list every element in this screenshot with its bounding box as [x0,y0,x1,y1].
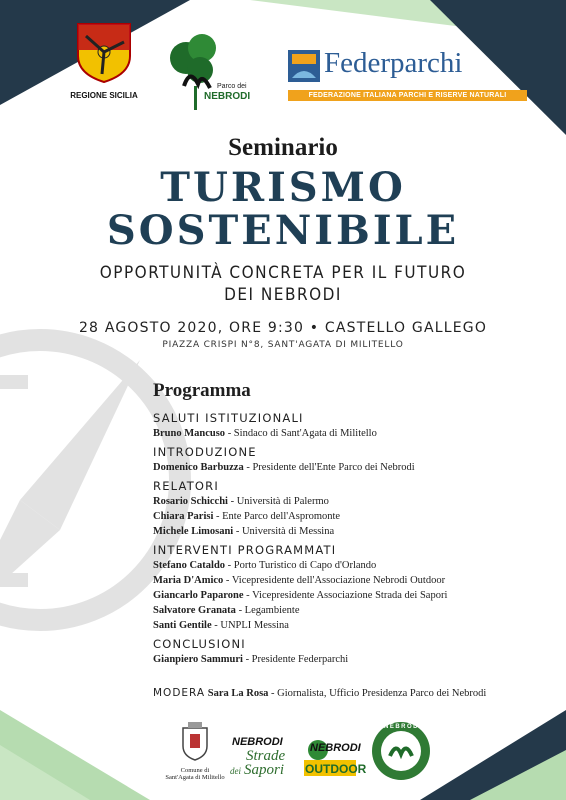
program-section [153,542,553,633]
speaker-role: - Presidente dell'Ente Parco dei Nebrodi [243,462,415,473]
nebrodi-outdoor-logo [296,724,367,784]
speaker-role: - Vicepresidente Associazione Strada dei Sapori [243,590,448,601]
program-title: Programma [153,380,251,401]
speaker-role: - Università di Messina [233,526,335,537]
ring-text: NEBRODI [384,724,423,730]
speaker-role: - Università di Palermo [227,496,329,507]
comune-label-1: Comune di [180,767,210,774]
section-heading: INTERVENTI PROGRAMMATI [153,543,337,557]
program-list [153,410,553,670]
program-section [153,636,553,667]
top-logo-bar [0,22,566,117]
program-section [153,410,553,441]
speaker-line [153,558,553,573]
moderator-role: - Giornalista, Ufficio Presidenza Parco dei Nebrodi [268,688,487,699]
speaker-role: - Vicepresidente dell'Associazione Nebrodi Outdoor [223,575,446,586]
outdoor-top: NEBRODI [310,742,361,754]
section-heading: CONCLUSIONI [153,637,246,651]
program-section [153,478,553,539]
section-heading: SALUTI ISTITUZIONALI [153,411,304,425]
title-line-2: SOSTENIBILE [106,207,460,254]
speaker-role: - Presidente Federparchi [242,654,349,665]
strade-top: NEBRODI [232,736,283,748]
regione-sicilia-logo [64,22,144,100]
speaker-role: - Porto Turistico di Capo d'Orlando [225,560,377,571]
speaker-name: Santi Gentile [153,620,212,631]
strade-small: dei [230,766,241,776]
parco-label-small: Parco dei [217,83,247,90]
speaker-name: Maria D'Amico [153,575,224,586]
speaker-line [153,460,553,475]
title-line-1: TURISMO [160,164,406,211]
speaker-role: - UNPLI Messina [211,620,289,631]
moderator-name: Sara La Rosa [207,688,269,699]
moderator-line [153,687,486,699]
event-date: 28 AGOSTO 2020, ORE 9:30 • CASTELLO GALLEGO [78,320,488,336]
section-heading: INTRODUZIONE [153,445,257,459]
speaker-name: Rosario Schicchi [153,496,228,507]
comune-label-2: Sant'Agata di Militello [165,774,225,781]
federparchi-subtitle: FEDERAZIONE ITALIANA PARCHI E RISERVE NATURALI [288,90,527,101]
speaker-line [153,588,553,603]
parco-nebrodi-logo [164,28,264,118]
speaker-line [153,426,553,441]
event-type: Seminario [228,134,338,161]
speaker-name: Bruno Mancuso [153,428,226,439]
speaker-line [153,524,553,539]
speaker-name: Giancarlo Paparone [153,590,244,601]
speaker-role: - Legambiente [235,605,300,616]
speaker-name: Michele Limosani [153,526,234,537]
nebrodi-ring-logo [370,720,432,782]
federparchi-emblem-icon [288,50,320,84]
outdoor-bot: OUTDOOR [305,762,367,776]
subtitle [60,262,506,306]
speaker-name: Salvatore Granata [153,605,236,616]
subtitle-line-1: OPPORTUNITÀ CONCRETA PER IL FUTURO [99,263,467,283]
bottom-logo-bar [0,718,566,798]
speaker-line [153,652,553,667]
subtitle-line-2: DEI NEBRODI [224,285,342,305]
speaker-name: Stefano Cataldo [153,560,226,571]
speaker-role: - Ente Parco dell'Aspromonte [213,511,341,522]
speaker-line [153,603,553,618]
strade-mid: Strade [246,748,286,764]
speaker-line [153,494,553,509]
strade-sapori-logo [222,724,294,784]
speaker-line [153,573,553,588]
section-heading: RELATORI [153,479,219,493]
speaker-line [153,618,553,633]
speaker-name: Domenico Barbuzza [153,462,244,473]
speaker-name: Gianpiero Sammuri [153,654,243,665]
strade-bot: Sapori [244,762,285,778]
speaker-name: Chiara Parisi [153,511,214,522]
regione-sicilia-label: REGIONE SICILIA [70,91,138,100]
moderator-label: MODERA [153,687,206,699]
trinacria-shield-icon [76,22,132,84]
speaker-role: - Sindaco di Sant'Agata di Militello [225,428,377,439]
program-section [153,444,553,475]
comune-logo [160,722,230,781]
event-address: PIAZZA CRISPI N°8, SANT'AGATA DI MILITELLO [162,340,404,350]
comune-crest-icon [180,722,210,762]
parco-label-big: NEBRODI [204,91,251,102]
tree-icon [164,28,264,118]
speaker-line [153,509,553,524]
federparchi-title: Federparchi [324,47,463,79]
